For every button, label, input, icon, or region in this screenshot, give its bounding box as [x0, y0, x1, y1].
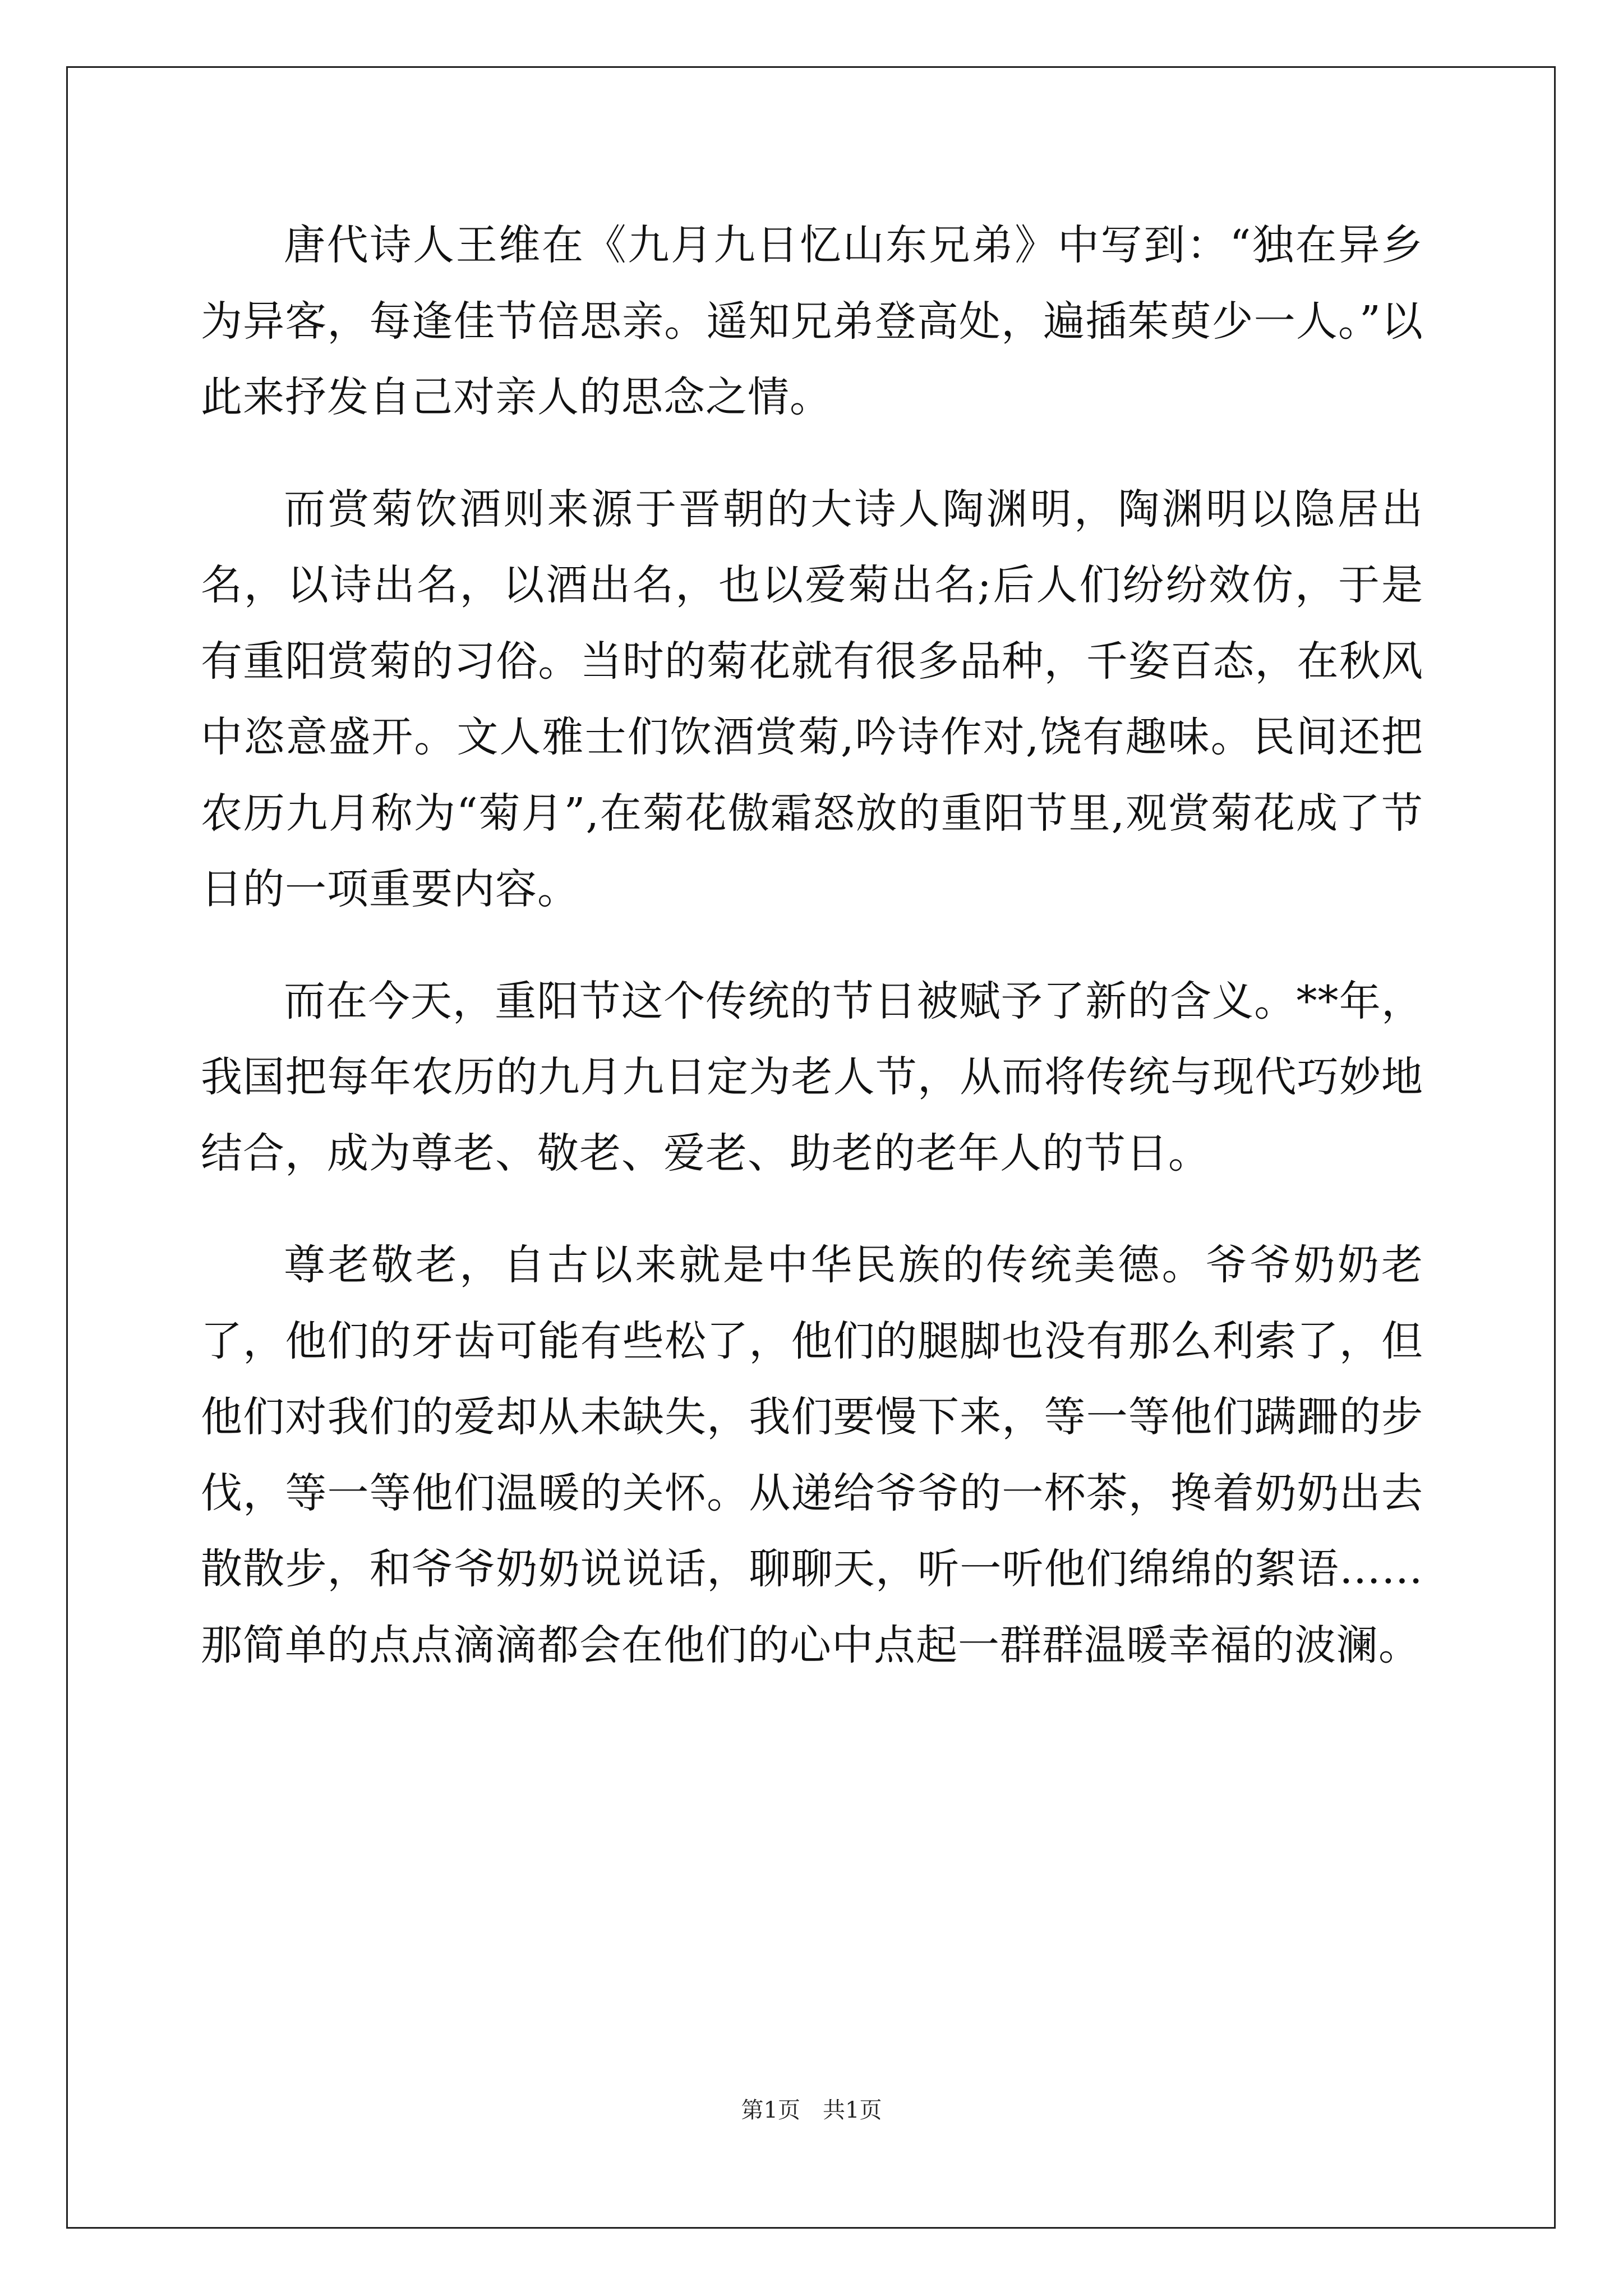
- paragraph-1: 唐代诗人王维在《九月九日忆山东兄弟》中写到：“独在异乡为异客，每逢佳节倍思亲。遥知兄弟登高处，遍插茱萸少一人。”以此来抒发自己对亲人的思念之情。: [201, 221, 1423, 421]
- paragraph-3: 而在今天，重阳节这个传统的节日被赋予了新的含义。**年，我国把每年农历的九月九日定为老人节，从而将传统与现代巧妙地结合，成为尊老、敬老、爱老、助老的老年人的节日。: [201, 977, 1423, 1177]
- paragraph-4: 尊老敬老，自古以来就是中华民族的传统美德。爷爷奶奶老了，他们的牙齿可能有些松了，他们的腿脚也没有那么利索了，但他们对我们的爱却从未缺失，我们要慢下来，等一等他们蹒跚的步伐，等一等他们温暖的关怀。从递给爷爷的一杯茶，搀着奶奶出去散散步，和爷爷奶奶说说话，聊聊天，听一听他们绵绵的絮语……那简单的点点滴滴都会在他们的心中点起一群群温暖幸福的波澜。: [201, 1241, 1423, 1669]
- document-body: [201, 208, 1423, 1719]
- page-footer: 第1页 共1页: [741, 2097, 882, 2123]
- paragraph-2: 而赏菊饮酒则来源于晋朝的大诗人陶渊明，陶渊明以隐居出名，以诗出名，以酒出名，也以爱菊出名;后人们纷纷效仿，于是有重阳赏菊的习俗。当时的菊花就有很多品种，千姿百态，在秋风中恣意盛开。文人雅士们饮酒赏菊,吟诗作对,饶有趣味。民间还把农历九月称为“菊月”,在菊花傲霜怒放的重阳节里,观赏菊花成了节日的一项重要内容。: [201, 485, 1423, 913]
